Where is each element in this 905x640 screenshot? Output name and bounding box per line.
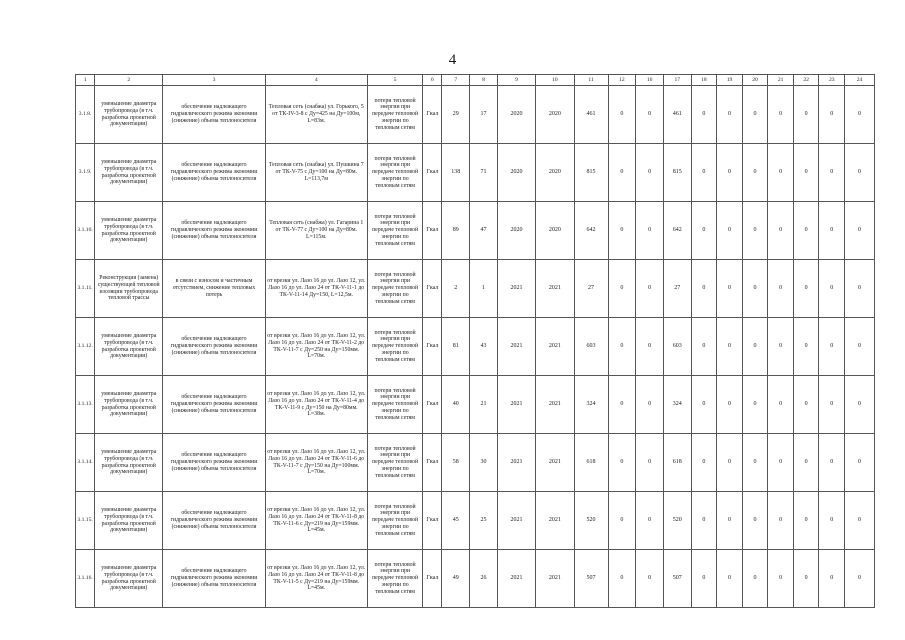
column-header: 10: [536, 75, 574, 86]
cell-value-22: 0: [793, 492, 819, 550]
cell-value-17: 324: [663, 376, 691, 434]
cell-loss-type: потери тепловой энергии при передаче тепловой энергии по тепловым сетям: [367, 550, 422, 608]
table-row: [76, 144, 875, 202]
cell-value-18: 0: [691, 86, 717, 144]
cell-value-16: 0: [636, 376, 664, 434]
cell-value-21: 0: [768, 492, 794, 550]
cell-year-start: 2020: [497, 202, 535, 260]
cell-value-23: 0: [819, 260, 845, 318]
cell-value-23: 0: [819, 550, 845, 608]
cell-value-20: 0: [742, 260, 768, 318]
cell-value-18: 0: [691, 202, 717, 260]
cell-cost: 618: [574, 434, 608, 492]
cell-value-16: 0: [636, 550, 664, 608]
cell-row-number: 3.1.16.: [76, 550, 95, 608]
cell-value-8: 21: [470, 376, 498, 434]
cell-value-7: 29: [442, 86, 470, 144]
cell-value-24: 0: [845, 434, 875, 492]
cell-row-number: 3.1.14.: [76, 434, 95, 492]
cell-value-16: 0: [636, 260, 664, 318]
cell-measure-name: уменьшение диаметра трубопровода (в т.ч. разработка проектной документации): [95, 376, 163, 434]
cell-value-18: 0: [691, 260, 717, 318]
cell-value-8: 25: [470, 492, 498, 550]
cell-value-22: 0: [793, 202, 819, 260]
cell-value-19: 0: [717, 86, 743, 144]
cell-value-17: 815: [663, 144, 691, 202]
cell-value-18: 0: [691, 434, 717, 492]
cell-year-end: 2020: [536, 86, 574, 144]
cell-year-start: 2021: [497, 550, 535, 608]
cell-measure-effect: обеспечение надлежащего гидравлического режима экономии (снижение) объема теплоносителя: [163, 318, 265, 376]
page-number: 4: [448, 52, 457, 68]
cell-year-end: 2021: [536, 492, 574, 550]
cell-value-18: 0: [691, 144, 717, 202]
cell-year-start: 2021: [497, 260, 535, 318]
cell-year-start: 2021: [497, 434, 535, 492]
cell-value-17: 461: [663, 86, 691, 144]
cell-value-19: 0: [717, 376, 743, 434]
cell-year-end: 2021: [536, 260, 574, 318]
cell-value-21: 0: [768, 318, 794, 376]
cell-value-7: 40: [442, 376, 470, 434]
cell-loss-type: потери тепловой энергии при передаче тепловой энергии по тепловым сетям: [367, 376, 422, 434]
cell-row-number: 3.1.13.: [76, 376, 95, 434]
cell-measure-effect: обеспечение надлежащего гидравлического режима экономии (снижение) объема теплоносителя: [163, 376, 265, 434]
cell-cost: 461: [574, 86, 608, 144]
cell-value-20: 0: [742, 376, 768, 434]
cell-value-20: 0: [742, 492, 768, 550]
cell-loss-type: потери тепловой энергии при передаче тепловой энергии по тепловым сетям: [367, 86, 422, 144]
cell-value-12: 0: [608, 550, 636, 608]
cell-value-20: 0: [742, 318, 768, 376]
cell-value-8: 71: [470, 144, 498, 202]
cell-value-12: 0: [608, 144, 636, 202]
cell-value-24: 0: [845, 144, 875, 202]
cell-measure-effect: в связи с износом и частичным отсутствием, снижение тепловых потерь: [163, 260, 265, 318]
cell-unit: Гкал: [423, 202, 442, 260]
cell-value-21: 0: [768, 434, 794, 492]
cell-pipe-route: Тепловая сеть (снабжа) ул. Пушкина 7 от ТК-V-75 с Ду=100 на Ду=80м. L=113,7м: [265, 144, 367, 202]
cell-value-19: 0: [717, 550, 743, 608]
column-header: 21: [768, 75, 794, 86]
cell-value-12: 0: [608, 260, 636, 318]
cell-value-21: 0: [768, 376, 794, 434]
cell-value-19: 0: [717, 144, 743, 202]
column-header: 3: [163, 75, 265, 86]
column-header: 12: [608, 75, 636, 86]
cell-value-24: 0: [845, 260, 875, 318]
column-header: 4: [265, 75, 367, 86]
cell-year-end: 2021: [536, 550, 574, 608]
cell-row-number: 3.1.11.: [76, 260, 95, 318]
cell-year-start: 2020: [497, 86, 535, 144]
cell-value-24: 0: [845, 202, 875, 260]
cell-value-24: 0: [845, 492, 875, 550]
cell-value-16: 0: [636, 144, 664, 202]
cell-year-start: 2020: [497, 144, 535, 202]
cell-value-20: 0: [742, 550, 768, 608]
cell-year-end: 2020: [536, 202, 574, 260]
column-header: 19: [717, 75, 743, 86]
cell-year-start: 2021: [497, 492, 535, 550]
cell-value-7: 45: [442, 492, 470, 550]
cell-row-number: 3.1.8.: [76, 86, 95, 144]
cell-value-21: 0: [768, 144, 794, 202]
cell-pipe-route: от врезки ул. Лазо 16 до ул. Лазо 12, ул. Лазо 16 до ул. Лазо 24 от ТК-V-11-8 до ТК-V-11-6 с Ду=219 на Ду=159мм. L=45м.: [265, 492, 367, 550]
cell-measure-name: уменьшение диаметра трубопровода (в т.ч. разработка проектной документации): [95, 492, 163, 550]
cell-value-22: 0: [793, 86, 819, 144]
cell-unit: Гкал: [423, 144, 442, 202]
cell-value-21: 0: [768, 86, 794, 144]
column-header: 11: [574, 75, 608, 86]
cell-row-number: 3.1.9.: [76, 144, 95, 202]
cell-value-7: 58: [442, 434, 470, 492]
cell-value-12: 0: [608, 202, 636, 260]
cell-value-7: 2: [442, 260, 470, 318]
cell-value-12: 0: [608, 434, 636, 492]
cell-loss-type: потери тепловой энергии при передаче тепловой энергии по тепловым сетям: [367, 434, 422, 492]
cell-value-17: 520: [663, 492, 691, 550]
cell-value-22: 0: [793, 550, 819, 608]
column-header: 23: [819, 75, 845, 86]
cell-value-16: 0: [636, 492, 664, 550]
cell-value-18: 0: [691, 550, 717, 608]
cell-value-17: 642: [663, 202, 691, 260]
table-row: [76, 492, 875, 550]
cell-value-23: 0: [819, 86, 845, 144]
cell-value-19: 0: [717, 434, 743, 492]
cell-measure-name: уменьшение диаметра трубопровода (в т.ч. разработка проектной документации): [95, 86, 163, 144]
column-header: 16: [636, 75, 664, 86]
cell-unit: Гкал: [423, 260, 442, 318]
cell-loss-type: потери тепловой энергии при передаче тепловой энергии по тепловым сетям: [367, 318, 422, 376]
cell-value-16: 0: [636, 318, 664, 376]
cell-value-19: 0: [717, 318, 743, 376]
cell-value-20: 0: [742, 202, 768, 260]
cell-value-12: 0: [608, 86, 636, 144]
cell-value-24: 0: [845, 86, 875, 144]
cell-unit: Гкал: [423, 376, 442, 434]
column-header: 20: [742, 75, 768, 86]
cell-value-20: 0: [742, 434, 768, 492]
cell-value-16: 0: [636, 202, 664, 260]
cell-value-17: 507: [663, 550, 691, 608]
cell-pipe-route: от врезки ул. Лазо 16 до ул. Лазо 12, ул. Лазо 16 до ул. Лазо 24 от ТК-V-11-4 до ТК-V-11-9 с Ду=150 на Ду=80мм. L=38м.: [265, 376, 367, 434]
cell-value-20: 0: [742, 144, 768, 202]
cell-pipe-route: от врезки ул. Лазо 16 до ул. Лазо 12, ул. Лазо 16 до ул. Лазо 24 от ТК-V-11-6 до ТК-V-11-7 с Ду=150 на Ду=100мм. L=70м.: [265, 434, 367, 492]
cell-year-end: 2021: [536, 318, 574, 376]
cell-measure-name: Реконструкция (замена) существующей тепловой изоляции трубопровода тепловой трассы: [95, 260, 163, 318]
cell-measure-effect: обеспечение надлежащего гидравлического режима экономии (снижение) объема теплоносителя: [163, 86, 265, 144]
table-row: [76, 434, 875, 492]
cell-value-16: 0: [636, 434, 664, 492]
column-number-row: [76, 75, 875, 86]
cell-value-22: 0: [793, 434, 819, 492]
cell-unit: Гкал: [423, 86, 442, 144]
cell-value-23: 0: [819, 492, 845, 550]
cell-measure-name: уменьшение диаметра трубопровода (в т.ч. разработка проектной документации): [95, 144, 163, 202]
table-row: [76, 86, 875, 144]
table-row: [76, 260, 875, 318]
cell-cost: 324: [574, 376, 608, 434]
cell-value-23: 0: [819, 318, 845, 376]
cell-value-12: 0: [608, 492, 636, 550]
cell-pipe-route: Тепловая сеть (снабжа) ул. Гагарина 1 от ТК-V-77 с Ду=100 на Ду=80м. L=115м.: [265, 202, 367, 260]
cell-value-18: 0: [691, 376, 717, 434]
cell-value-8: 47: [470, 202, 498, 260]
cell-loss-type: потери тепловой энергии при передаче тепловой энергии по тепловым сетям: [367, 202, 422, 260]
cell-cost: 815: [574, 144, 608, 202]
cell-value-22: 0: [793, 376, 819, 434]
column-header: 6: [423, 75, 442, 86]
column-header: 24: [845, 75, 875, 86]
cell-cost: 27: [574, 260, 608, 318]
cell-loss-type: потери тепловой энергии при передаче тепловой энергии по тепловым сетям: [367, 144, 422, 202]
cell-year-end: 2021: [536, 434, 574, 492]
column-header: 8: [470, 75, 498, 86]
cell-value-17: 27: [663, 260, 691, 318]
cell-measure-effect: обеспечение надлежащего гидравлического режима экономии (снижение) объема теплоносителя: [163, 550, 265, 608]
cell-value-23: 0: [819, 202, 845, 260]
cell-row-number: 3.1.12.: [76, 318, 95, 376]
cell-value-24: 0: [845, 376, 875, 434]
cell-value-19: 0: [717, 202, 743, 260]
cell-year-start: 2021: [497, 376, 535, 434]
column-header: 17: [663, 75, 691, 86]
table-row: [76, 202, 875, 260]
cell-pipe-route: от врезки ул. Лазо 16 до ул. Лазо 12, ул. Лазо 16 до ул. Лазо 24 от ТК-V-11-1 до ТК-V-11-14 Ду=150, L=12,5м.: [265, 260, 367, 318]
cell-value-16: 0: [636, 86, 664, 144]
cell-year-start: 2021: [497, 318, 535, 376]
cell-pipe-route: от врезки ул. Лазо 16 до ул. Лазо 12, ул. Лазо 16 до ул. Лазо 24 от ТК-V-11-2 до ТК-V-11-7 с Ду=250 на Ду=150мм. L=70м.: [265, 318, 367, 376]
cell-value-23: 0: [819, 144, 845, 202]
cell-value-17: 603: [663, 318, 691, 376]
table-body: [76, 86, 875, 608]
cell-value-23: 0: [819, 376, 845, 434]
cell-value-21: 0: [768, 202, 794, 260]
cell-value-18: 0: [691, 318, 717, 376]
table-row: [76, 318, 875, 376]
cell-value-8: 1: [470, 260, 498, 318]
cell-value-8: 26: [470, 550, 498, 608]
cell-value-7: 49: [442, 550, 470, 608]
cell-loss-type: потери тепловой энергии при передаче тепловой энергии по тепловым сетям: [367, 260, 422, 318]
cell-measure-effect: обеспечение надлежащего гидравлического режима экономии (снижение) объема теплоносителя: [163, 144, 265, 202]
cell-value-22: 0: [793, 260, 819, 318]
cell-unit: Гкал: [423, 318, 442, 376]
column-header: 5: [367, 75, 422, 86]
cell-measure-name: уменьшение диаметра трубопровода (в т.ч. разработка проектной документации): [95, 434, 163, 492]
cell-pipe-route: от врезки ул. Лазо 16 до ул. Лазо 12, ул. Лазо 16 до ул. Лазо 24 от ТК-V-11-8 до ТК-V-11-5 с Ду=219 на Ду=159мм. L=45м.: [265, 550, 367, 608]
cell-value-8: 43: [470, 318, 498, 376]
cell-value-22: 0: [793, 318, 819, 376]
cell-value-24: 0: [845, 318, 875, 376]
column-header: 1: [76, 75, 95, 86]
cell-measure-effect: обеспечение надлежащего гидравлического режима экономии (снижение) объема теплоносителя: [163, 434, 265, 492]
cell-value-19: 0: [717, 260, 743, 318]
cell-measure-name: уменьшение диаметра трубопровода (в т.ч. разработка проектной документации): [95, 318, 163, 376]
cell-cost: 507: [574, 550, 608, 608]
cell-cost: 603: [574, 318, 608, 376]
cell-value-22: 0: [793, 144, 819, 202]
cell-row-number: 3.1.10.: [76, 202, 95, 260]
cell-cost: 520: [574, 492, 608, 550]
cell-measure-effect: обеспечение надлежащего гидравлического режима экономии (снижение) объема теплоносителя: [163, 492, 265, 550]
cell-loss-type: потери тепловой энергии при передаче тепловой энергии по тепловым сетям: [367, 492, 422, 550]
measures-table: [75, 74, 875, 608]
column-header: 7: [442, 75, 470, 86]
table-row: [76, 550, 875, 608]
cell-value-17: 618: [663, 434, 691, 492]
cell-measure-effect: обеспечение надлежащего гидравлического режима экономии (снижение) объема теплоносителя: [163, 202, 265, 260]
cell-measure-name: уменьшение диаметра трубопровода (в т.ч. разработка проектной документации): [95, 202, 163, 260]
cell-value-21: 0: [768, 550, 794, 608]
column-header: 18: [691, 75, 717, 86]
cell-pipe-route: Тепловая сеть (снабжа) ул. Горького, 5 от ТК-IV-3-8 с Ду=425 на Ду=100м, L=83м.: [265, 86, 367, 144]
cell-value-12: 0: [608, 376, 636, 434]
cell-measure-name: уменьшение диаметра трубопровода (в т.ч. разработка проектной документации): [95, 550, 163, 608]
column-header: 9: [497, 75, 535, 86]
cell-value-12: 0: [608, 318, 636, 376]
cell-value-8: 30: [470, 434, 498, 492]
cell-row-number: 3.1.15.: [76, 492, 95, 550]
cell-cost: 642: [574, 202, 608, 260]
cell-value-7: 89: [442, 202, 470, 260]
cell-value-21: 0: [768, 260, 794, 318]
cell-value-23: 0: [819, 434, 845, 492]
cell-value-7: 138: [442, 144, 470, 202]
column-header: 2: [95, 75, 163, 86]
table-row: [76, 376, 875, 434]
cell-unit: Гкал: [423, 550, 442, 608]
cell-year-end: 2020: [536, 144, 574, 202]
cell-unit: Гкал: [423, 434, 442, 492]
cell-value-7: 81: [442, 318, 470, 376]
cell-value-20: 0: [742, 86, 768, 144]
column-header: 22: [793, 75, 819, 86]
cell-value-19: 0: [717, 492, 743, 550]
cell-year-end: 2021: [536, 376, 574, 434]
cell-value-8: 17: [470, 86, 498, 144]
cell-unit: Гкал: [423, 492, 442, 550]
cell-value-18: 0: [691, 492, 717, 550]
cell-value-24: 0: [845, 550, 875, 608]
